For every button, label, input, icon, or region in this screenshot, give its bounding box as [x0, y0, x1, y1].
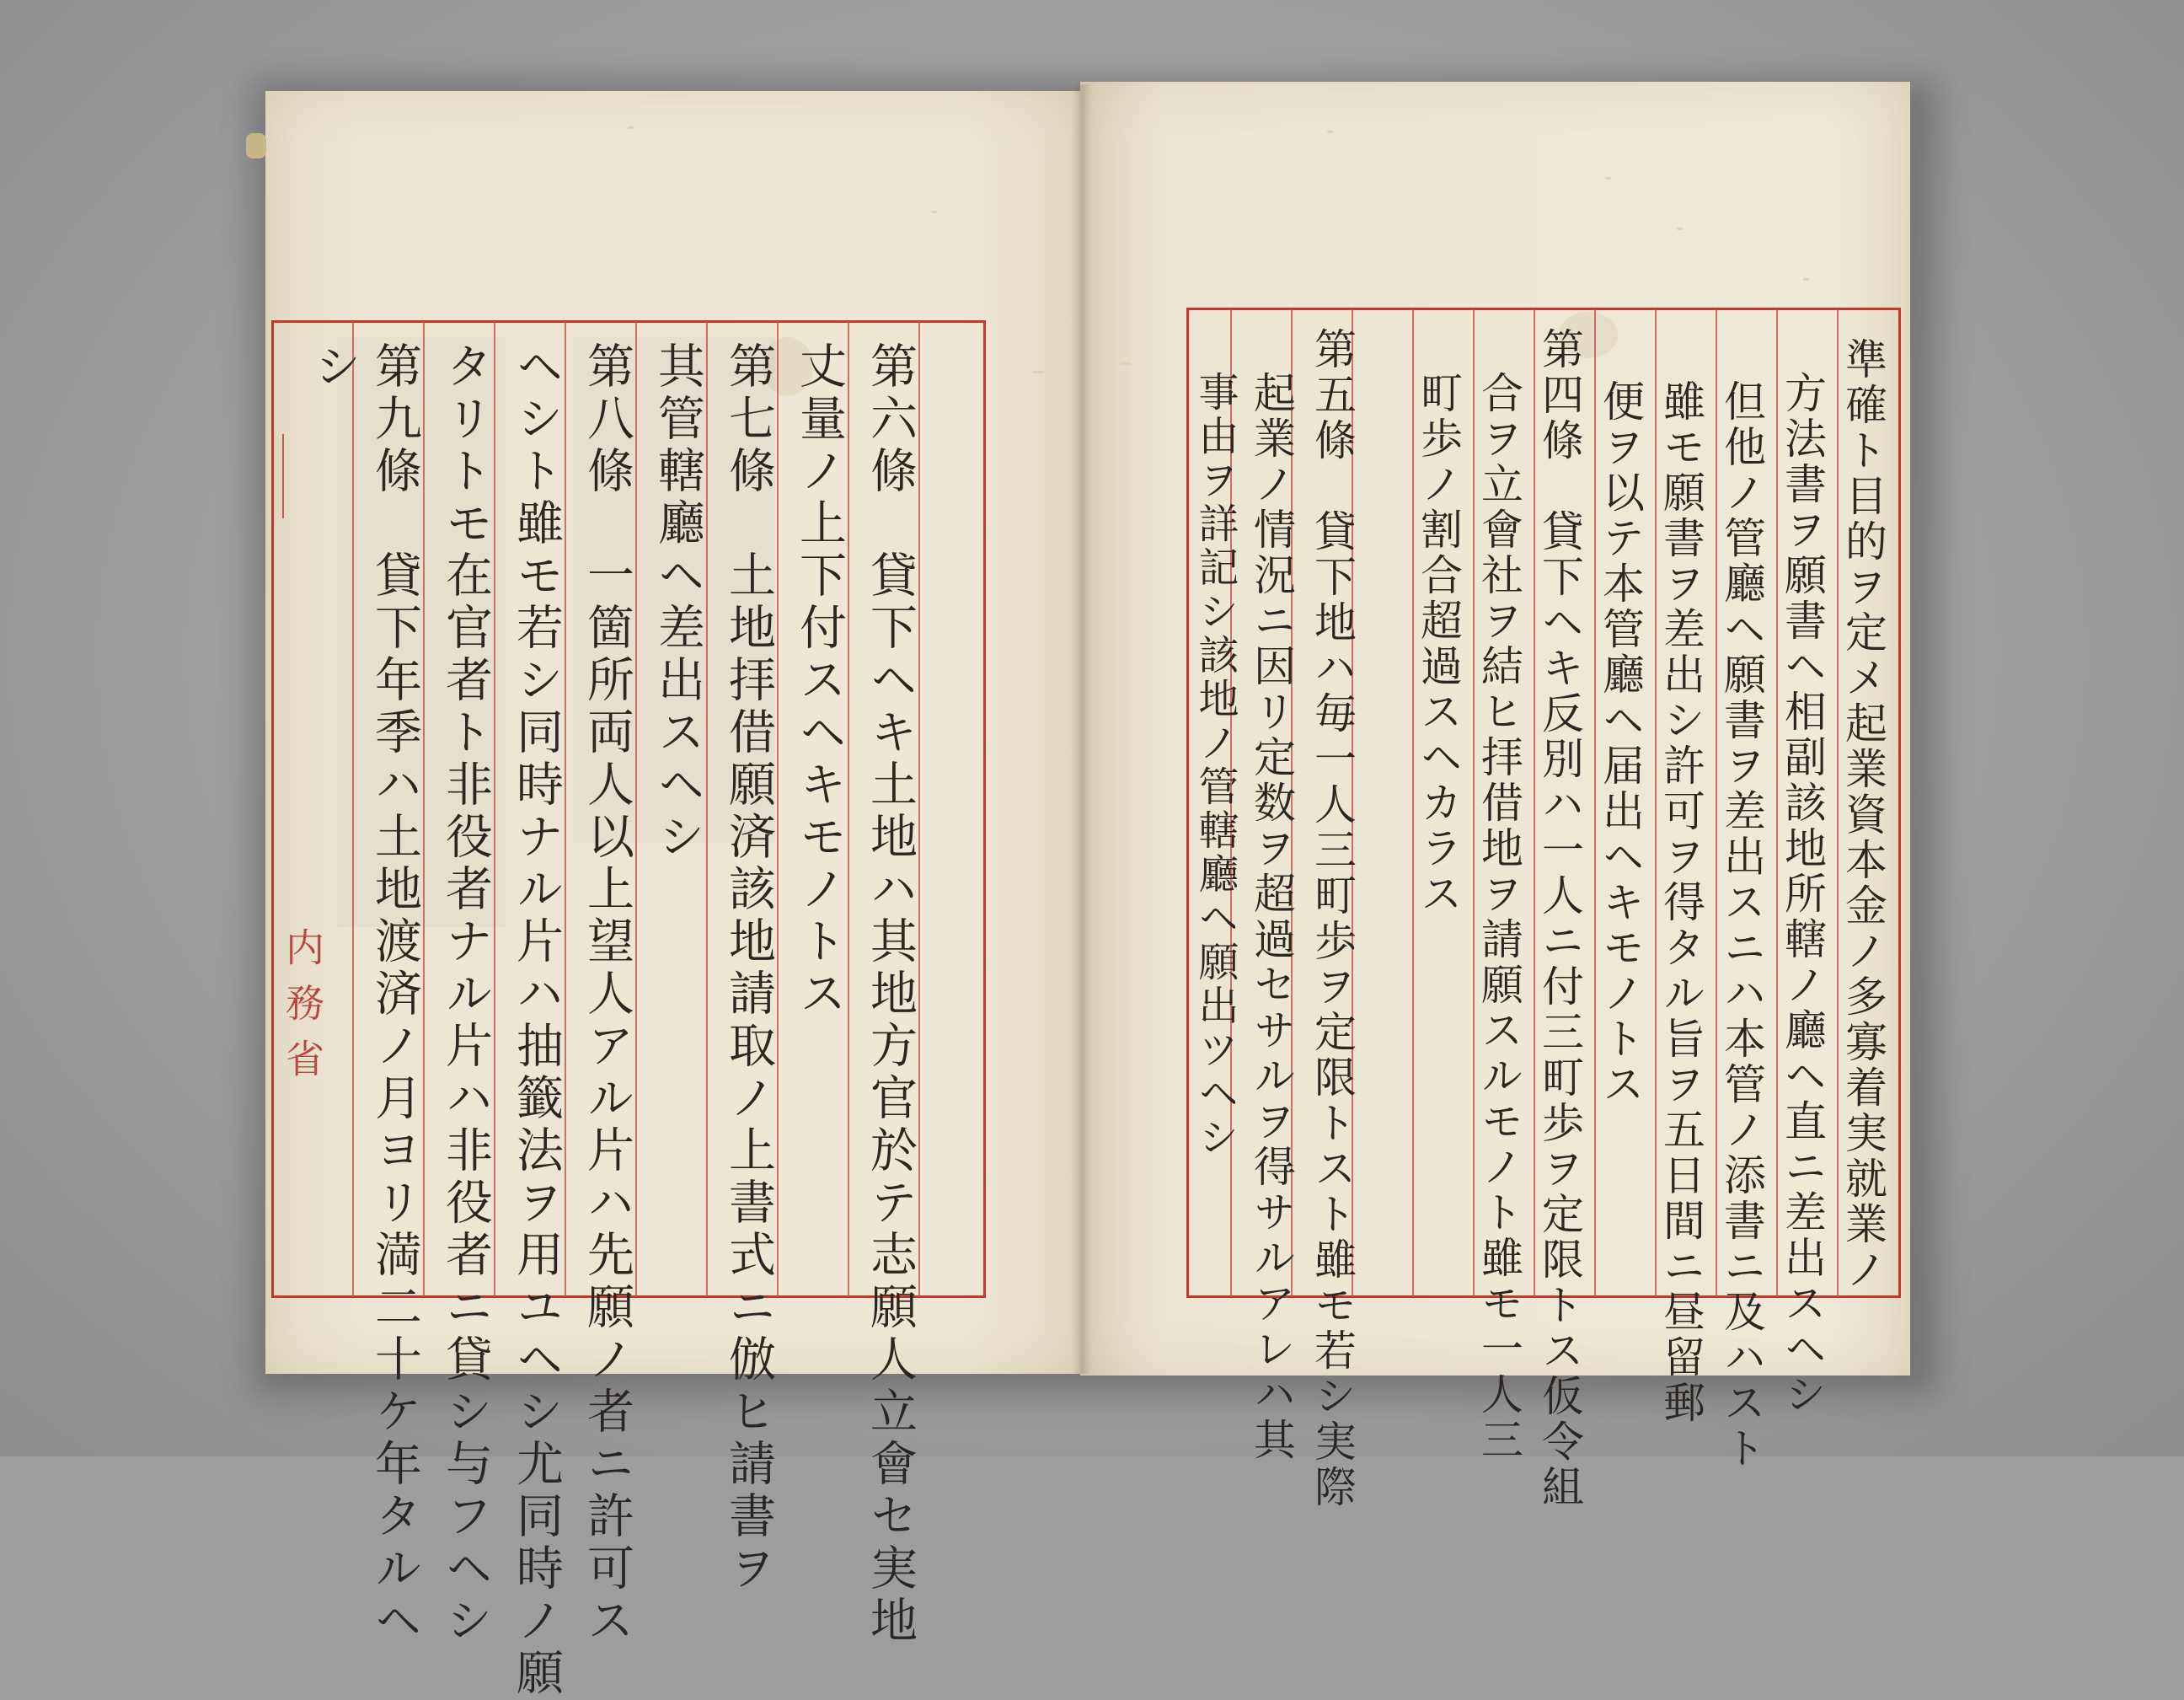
paper-fiber	[1032, 371, 1044, 373]
ministry-margin-label: 内務省	[280, 927, 325, 1094]
text-column: 合ヲ立會社ヲ結ヒ拝借地ヲ請願スルモノト雖モ一人三	[1475, 371, 1523, 1463]
column-rule	[848, 322, 849, 1296]
paper-fiber	[931, 211, 937, 213]
text-column: 町歩ノ割合超過スヘカラス	[1414, 371, 1463, 917]
text-column: タリトモ在官者ト非役者ナル片ハ非役者ニ貸シ与フヘシ	[438, 341, 493, 1648]
text-column: 準確ト目的ヲ定メ起業資本金ノ多寡着実就業ノ	[1839, 337, 1887, 1293]
text-column: 第七條 土地拝借願済該地請取ノ上書式ニ倣ヒ請書ヲ	[721, 341, 776, 1595]
column-rule	[635, 322, 637, 1296]
column-rule	[565, 322, 566, 1296]
text-column: 第八條 一箇所両人以上望人アル片ハ先願ノ者ニ許可ス	[580, 341, 634, 1648]
text-column: 第六條 貸下ヘキ土地ハ其地方官於テ志願人立會セ実地	[863, 341, 918, 1648]
text-column: 便ヲ以テ本管廳ヘ届出ヘキモノトス	[1596, 379, 1645, 1107]
paper-fiber	[628, 126, 634, 129]
text-column: 方法書ヲ願書ヘ相副該地所轄ノ廳ヘ直ニ差出スヘシ	[1778, 371, 1827, 1418]
column-rule	[918, 322, 920, 1296]
column-rule	[777, 322, 779, 1296]
paper-fiber	[1605, 177, 1611, 180]
paper-fiber	[1677, 228, 1683, 230]
fore-edge-rule	[282, 434, 284, 518]
text-column: 第四條 貸下ヘキ反別ハ一人ニ付三町歩ヲ定限トス仮令組	[1535, 327, 1584, 1510]
text-column: 第九條 貸下年季ハ土地渡済ノ月ヨリ満二十ケ年タルヘ	[367, 341, 422, 1648]
book-gutter	[1072, 84, 1092, 1374]
binding-thread	[246, 133, 266, 158]
text-column: 丈量ノ上下付スヘキモノトス	[792, 341, 847, 1021]
column-rule	[494, 322, 495, 1296]
column-rule	[706, 322, 708, 1296]
paper-fiber	[1121, 362, 1131, 365]
paper-fiber	[1327, 131, 1333, 133]
text-column: 但他ノ管廳ヘ願書ヲ差出スニハ本管ノ添書ニ及ハスト	[1717, 379, 1766, 1472]
paper-fiber	[1803, 278, 1809, 281]
column-rule	[423, 322, 425, 1296]
text-column: シ	[307, 341, 361, 394]
text-column: ヘシト雖モ若シ同時ナル片ハ抽籤法ヲ用ユヘシ尤同時ノ願	[509, 341, 564, 1700]
text-column: 雖モ願書ヲ差出シ許可ヲ得タル旨ヲ五日間ニ昼留郵	[1657, 379, 1705, 1426]
text-column: 其管轄廳ヘ差出スヘシ	[650, 341, 705, 864]
column-rule	[352, 322, 354, 1296]
text-column: 第五條 貸下地ハ毎一人三町歩ヲ定限トスト雖モ若シ実際	[1308, 327, 1357, 1510]
text-column: 事由ヲ詳記シ該地ノ管轄廳ヘ願出ツヘシ	[1191, 371, 1239, 1160]
text-column: 起業ノ情況ニ因リ定数ヲ超過セサルヲ得サルアレハ其	[1247, 371, 1296, 1463]
